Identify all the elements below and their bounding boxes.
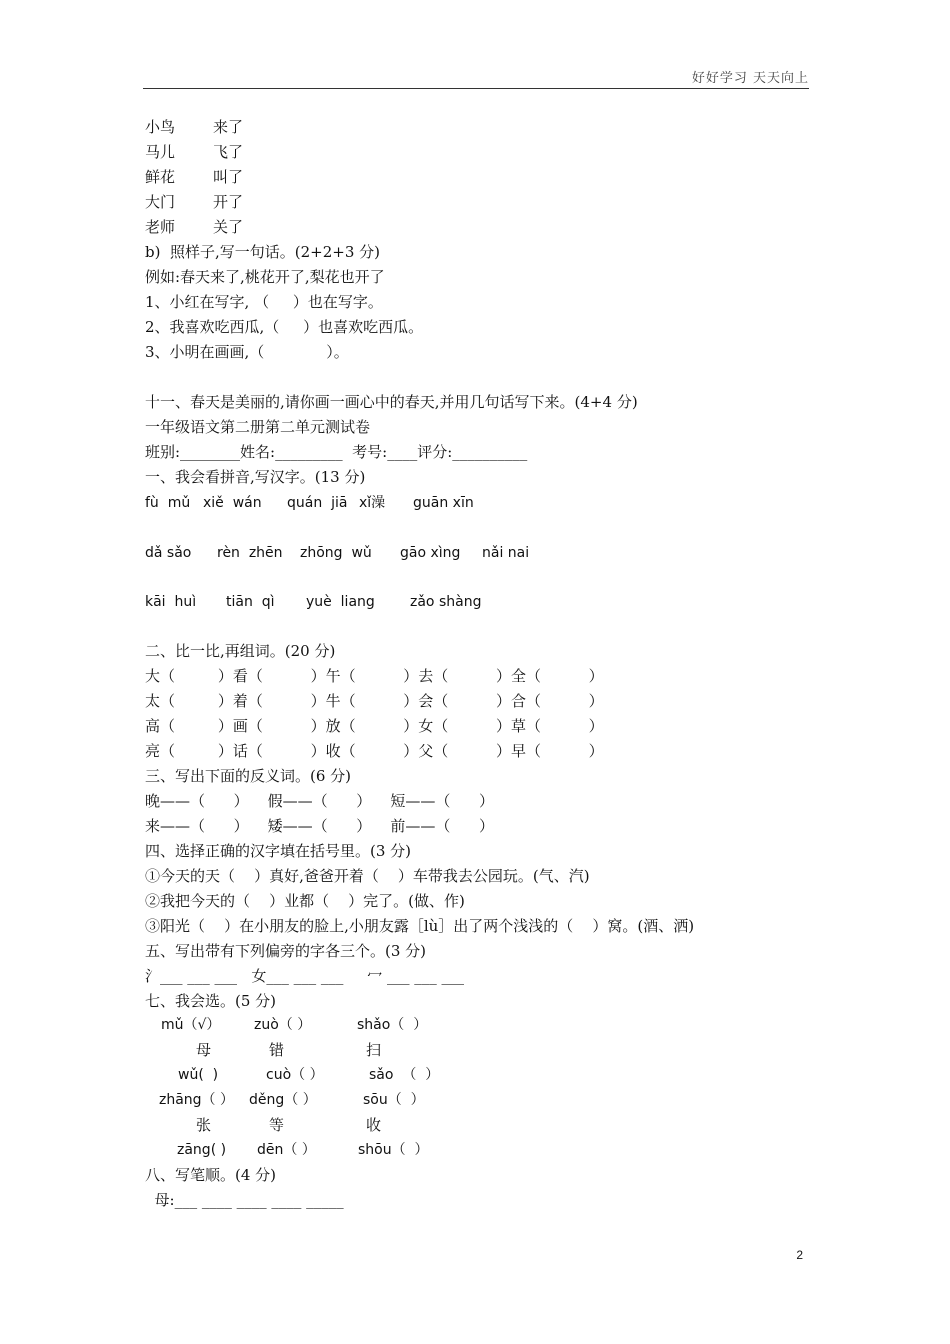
- pinyin-choice: wǔ( ): [178, 1067, 219, 1083]
- section-11: 十一、春天是美丽的,请你画一画心中的春天,并用几句话写下来。(4+4 分): [145, 393, 638, 411]
- pinyin-item: xǐ澡: [359, 495, 386, 511]
- pinyin-item: guān xīn: [413, 495, 474, 511]
- pinyin-item: zhōng wǔ: [300, 545, 372, 561]
- match-right-4: 关了: [213, 218, 244, 236]
- pinyin-item: nǎi nai: [482, 545, 530, 561]
- exam-title: 一年级语文第二册第二单元测试卷: [145, 418, 371, 436]
- match-left-0: 小鸟: [145, 118, 176, 136]
- character: 错: [269, 1041, 285, 1059]
- pinyin-choice: zāng( ): [177, 1142, 227, 1158]
- part4-row: ②我把今天的（ ）业都（ ）完了。(做、作): [145, 892, 465, 910]
- part2-row: 大（ ）看（ ）午（ ）去（ ）全（ ）: [145, 667, 604, 685]
- pinyin-choice: děng（ ）: [249, 1092, 317, 1108]
- match-right-0: 来了: [213, 118, 244, 136]
- section-b-title: b) 照样子,写一句话。(2+2+3 分): [145, 243, 380, 261]
- pinyin-choice: zuò（ ）: [254, 1017, 312, 1033]
- pinyin-choice: cuò（ ）: [266, 1067, 324, 1083]
- pinyin-choice: dēn（ ）: [257, 1142, 316, 1158]
- pinyin-choice: shōu（ ）: [358, 1142, 429, 1158]
- section-b-item-1: 1、小红在写字, （ ）也在写字。: [145, 293, 383, 311]
- part2-title: 二、比一比,再组词。(20 分): [145, 642, 336, 660]
- part2-row: 太（ ）着（ ）牛（ ）会（ ）合（ ）: [145, 692, 604, 710]
- pinyin-item: rèn zhēn: [217, 545, 283, 561]
- character: 等: [269, 1116, 285, 1134]
- part2-row: 高（ ）画（ ）放（ ）女（ ）草（ ）: [145, 717, 604, 735]
- pinyin-choice: sōu（ ）: [363, 1092, 425, 1108]
- part4-row: ①今天的天（ ）真好,爸爸开着（ ）车带我去公园玩。(气、汽): [145, 867, 590, 885]
- match-right-3: 开了: [213, 193, 244, 211]
- character: 母: [196, 1041, 212, 1059]
- part4-row: ③阳光（ ）在小朋友的脸上,小朋友露［lù］出了两个浅浅的（ ）窝。(酒、洒): [145, 917, 695, 935]
- character: 扫: [366, 1041, 382, 1059]
- pinyin-choice: shǎo（ ）: [357, 1017, 428, 1033]
- part7-title: 七、我会选。(5 分): [145, 992, 277, 1010]
- section-b-item-2: 2、我喜欢吃西瓜,（ ）也喜欢吃西瓜。: [145, 318, 424, 336]
- character: 收: [366, 1116, 382, 1134]
- pinyin-item: fù mǔ: [145, 495, 191, 511]
- pinyin-choice: mǔ（√）: [161, 1017, 221, 1033]
- match-right-1: 飞了: [213, 143, 244, 161]
- info-line: 班别:________姓名:_________ 考号:____评分:__________: [145, 443, 528, 461]
- match-right-2: 叫了: [213, 168, 244, 186]
- pinyin-item: kāi huì: [145, 594, 197, 610]
- part2-row: 亮（ ）话（ ）收（ ）父（ ）早（ ）: [145, 742, 604, 760]
- pinyin-item: yuè liang: [306, 594, 375, 610]
- header-motto: 好好学习 天天向上: [691, 71, 809, 86]
- pinyin-item: zǎo shàng: [410, 594, 482, 610]
- part1-title: 一、我会看拼音,写汉字。(13 分): [145, 468, 366, 486]
- match-left-3: 大门: [145, 193, 176, 211]
- pinyin-choice: sǎo （ ）: [369, 1067, 440, 1083]
- character: 张: [196, 1116, 212, 1134]
- pinyin-item: dǎ sǎo: [145, 545, 192, 561]
- part5-title: 五、写出带有下列偏旁的字各三个。(3 分): [145, 942, 427, 960]
- match-left-2: 鲜花: [145, 168, 176, 186]
- section-b-item-3: 3、小明在画画,（ ）。: [145, 343, 349, 361]
- pinyin-item: xiě wán: [203, 495, 262, 511]
- part3-title: 三、写出下面的反义词。(6 分): [145, 767, 352, 785]
- part3-row: 来——（ ） 矮——（ ） 前——（ ）: [145, 817, 494, 835]
- pinyin-item: quán jiā: [287, 495, 348, 511]
- section-b-example: 例如:春天来了,桃花开了,梨花也开了: [145, 268, 385, 286]
- match-left-4: 老师: [145, 218, 176, 236]
- pinyin-item: tiān qì: [226, 594, 275, 610]
- pinyin-choice: zhāng（ ）: [159, 1092, 235, 1108]
- pinyin-item: gāo xìng: [400, 545, 461, 561]
- header-rule: [143, 88, 809, 89]
- part4-title: 四、选择正确的汉字填在括号里。(3 分): [145, 842, 412, 860]
- part8-row: 母:___ ____ ____ ____ _____: [145, 1191, 344, 1209]
- part8-title: 八、写笔顺。(4 分): [145, 1166, 277, 1184]
- page-number: 2: [796, 1248, 803, 1262]
- part5-row: 氵___ ___ ___ 女___ ___ ___ 冖 ___ ___ ___: [145, 967, 465, 985]
- part3-row: 晚——（ ） 假——（ ） 短——（ ）: [145, 792, 494, 810]
- match-left-1: 马儿: [145, 143, 176, 161]
